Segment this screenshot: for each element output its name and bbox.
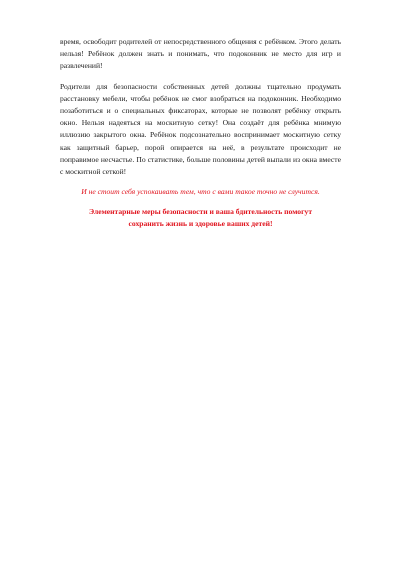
closing-line-1: Элементарные меры безопасности и ваша бдительность помогут (88, 207, 313, 217)
closing-message (60, 206, 341, 230)
closing-line-2: сохранить жизнь и здоровье ваших детей! (128, 219, 273, 229)
paragraph-furniture-safety: Родители для безопасности собственных детей должны тщательно продумать расстановку мебели, чтобы ребёнок не смог взобраться на подоконник. Необходимо позаботиться и о специальных фиксаторах, которые не позволят ребёнку открыть окно. Нельзя надеяться на москитную сетку! Она создаёт для ребёнка мнимую иллюзию закрытого окна. Ребёнок подсознательно воспринимает москитную сетку как защитный барьер, порой опирается на неё, в результате происходит не поправимое несчастье. По статистике, больше половины детей выпали из окна вместе с москитной сеткой! (60, 81, 341, 177)
paragraph-intro-continuation: время, освободит родителей от непосредственного общения с ребёнком. Этого делать нельзя! Ребёнок должен знать и понимать, что подоконник не место для игр и развлечений! (60, 37, 341, 71)
warning-text: И не стоит себя успокаивать тем, что с вами такое точно не случится. (81, 187, 320, 197)
document-page (60, 36, 341, 231)
